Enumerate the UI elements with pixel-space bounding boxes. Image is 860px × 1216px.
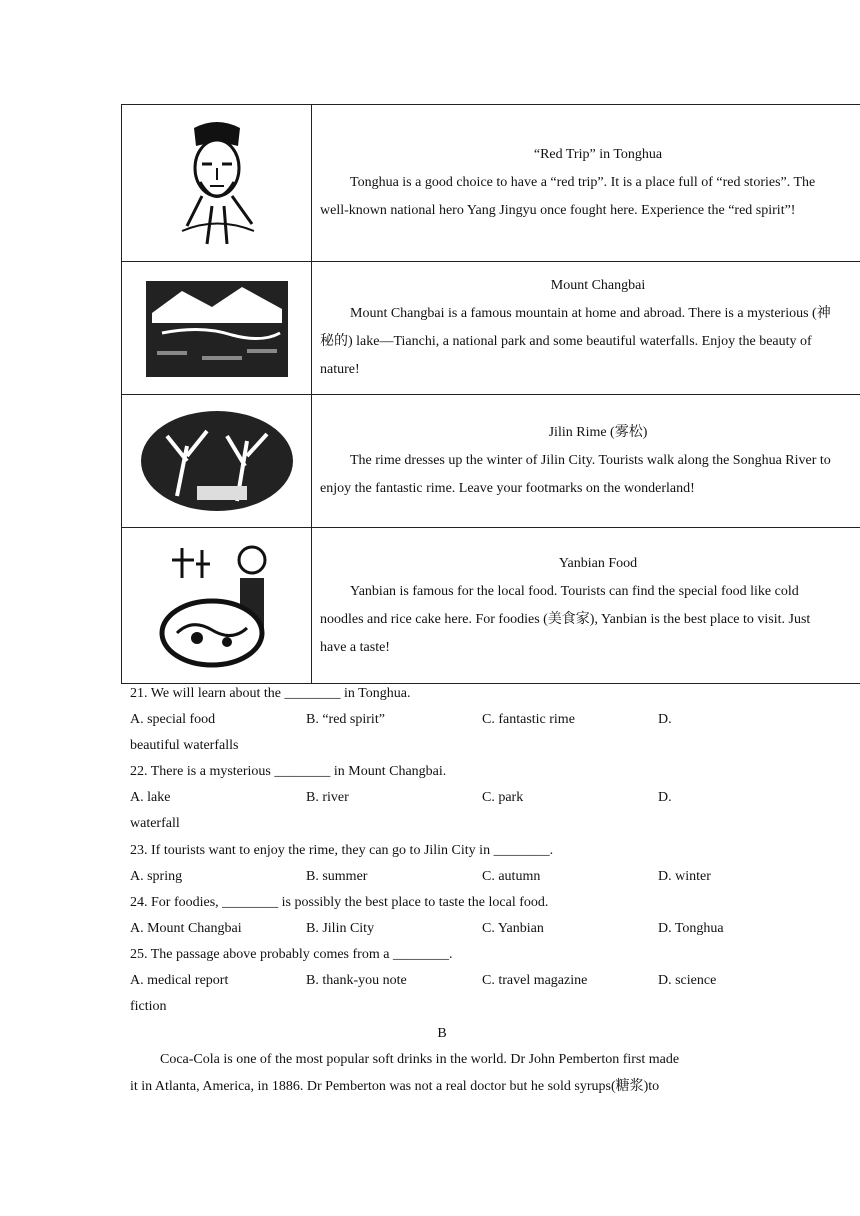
option-c[interactable]: C. park [482,790,524,805]
option-a[interactable]: A. lake [130,790,171,805]
question-24-stem: 24. For foodies, ________ is possibly the best place to taste the local food. [130,895,549,910]
question-21-stem: 21. We will learn about the ________ in Tonghua. [130,686,411,701]
attraction-text-line: Yanbian is famous for the local food. Tourists can find the special food like cold [350,583,799,599]
attraction-text-line: well-known national hero Yang Jingyu once fought here. Experience the “red spirit”! [320,203,796,218]
passage-line: it in Atlanta, America, in 1886. Dr Pemberton was not a real doctor but he sold syrups(糖浆)to [130,1079,660,1094]
question-22-stem: 22. There is a mysterious ________ in Mount Changbai. [130,764,447,779]
row2-text-cell [312,262,860,395]
option-b[interactable]: B. thank-you note [306,973,407,988]
option-b[interactable]: B. Jilin City [306,921,375,936]
option-d-continued: beautiful waterfalls [130,738,239,753]
option-c[interactable]: C. Yanbian [482,921,544,936]
option-d[interactable]: D. [658,790,672,805]
option-c[interactable]: C. travel magazine [482,973,588,988]
option-d-continued: fiction [130,999,167,1014]
option-a[interactable]: A. spring [130,869,183,884]
question-23-stem: 23. If tourists want to enjoy the rime, they can go to Jilin City in ________. [130,843,554,858]
attraction-title: Mount Changbai [550,278,646,293]
option-d[interactable]: D. winter [658,869,711,884]
attraction-text-line: nature! [320,362,360,377]
attractions-table [121,104,860,684]
passage-line: Coca-Cola is one of the most popular soft drinks in the world. Dr John Pemberton first made [160,1052,680,1067]
row3-text-cell [312,395,860,528]
option-b[interactable]: B. river [306,790,349,805]
option-c[interactable]: C. fantastic rime [482,712,575,727]
rime-tree-icon [137,406,297,516]
attraction-text-line: The rime dresses up the winter of Jilin City. Tourists walk along the Songhua River to [350,453,831,468]
option-a[interactable]: A. special food [130,712,216,727]
option-a[interactable]: A. medical report [130,973,229,988]
section-heading: B [437,1026,447,1041]
attraction-text-line: noodles and rice cake here. For foodies (美食家), Yanbian is the best place to visit. Just [320,611,811,627]
row4-text-cell [312,528,860,684]
attraction-text-line: 秘的) lake—Tianchi, a national park and some beautiful waterfalls. Enjoy the beauty of [320,334,812,349]
option-d[interactable]: D. science [658,973,717,988]
option-d[interactable]: D. [658,712,672,727]
attraction-text-line: Tonghua is a good choice to have a “red trip”. It is a place full of “red stories”. The [350,175,816,190]
attraction-title: “Red Trip” in Tonghua [533,147,663,162]
option-b[interactable]: B. “red spirit” [306,712,385,727]
row3-image-cell [122,395,312,528]
attraction-text-line: have a taste! [320,639,390,655]
attraction-title: Yanbian Food [558,555,638,571]
row4-image-cell [122,528,312,684]
option-d[interactable]: D. Tonghua [658,921,724,936]
question-25-stem: 25. The passage above probably comes from a ________. [130,947,453,962]
option-a[interactable]: A. Mount Changbai [130,921,242,936]
attraction-title: Jilin Rime (雾松) [548,425,648,440]
option-d-continued: waterfall [130,816,180,831]
attraction-text-line: enjoy the fantastic rime. Leave your footmarks on the wonderland! [320,481,695,496]
attraction-text-line: Mount Changbai is a famous mountain at home and abroad. There is a mysterious (神 [350,306,831,321]
option-b[interactable]: B. summer [306,869,368,884]
row1-image-cell [122,105,312,262]
option-c[interactable]: C. autumn [482,869,541,884]
food-bowl-icon [152,538,282,673]
row1-text-cell [312,105,860,262]
portrait-icon [172,116,262,251]
mountain-icon [142,273,292,383]
row2-image-cell [122,262,312,395]
